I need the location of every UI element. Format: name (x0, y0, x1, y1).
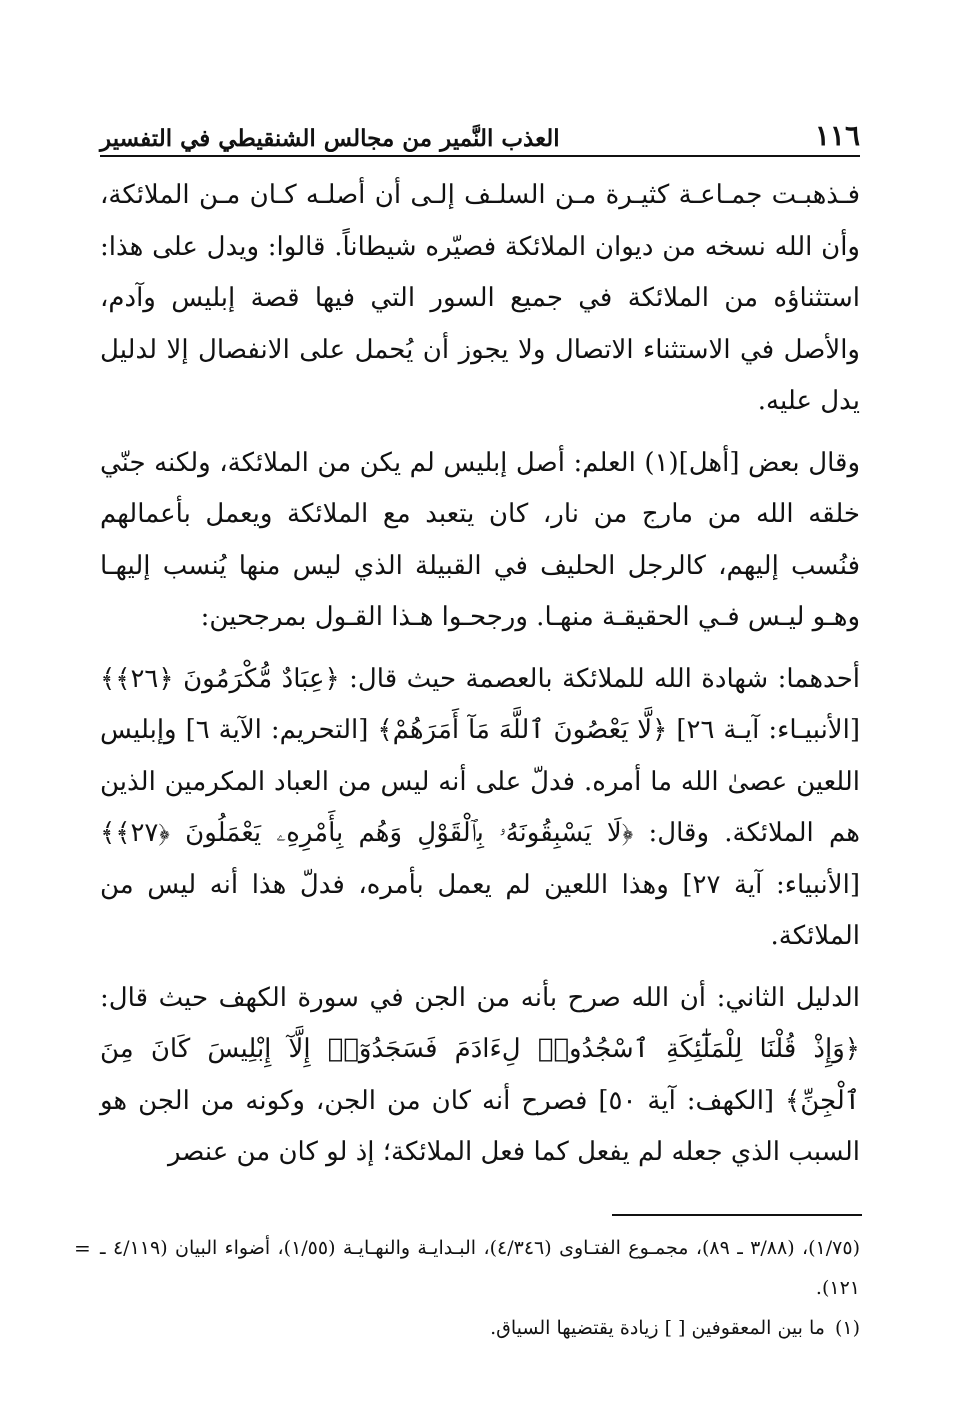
book-title: العذب النَّمير من مجالس الشنقيطي في التفسير (100, 125, 560, 152)
paragraph: أحدهما: شهادة الله للملائكة بالعصمة حيث قال: ﴿عِبَادٌ مُّكْرَمُونَ ﴿٢٦﴾﴾ [الأنبيـاء: آيـة ٢٦] ﴿لَّا يَعْصُونَ ٱللَّهَ مَآ أَمَرَهُمْ﴾ [التحريم: الآية ٦] وإبليس اللعين عصىٰ الله ما أمره. فدلّ على أنه ليس من العباد المكرمين الذين هم الملائكة. وقال: ﴿لَا يَسْبِقُونَهُۥ بِٱلْقَوْلِ وَهُم بِأَمْرِهِۦ يَعْمَلُونَ ﴿٢٧﴾﴾ [الأنبياء: آية ٢٧] وهذا اللعين لم يعمل بأمره، فدلّ هذا أنه ليس من الملائكة. (100, 663, 860, 951)
footnotes (74, 1228, 860, 1348)
footnote (100, 1308, 860, 1348)
main-text (100, 170, 860, 1189)
running-header (100, 112, 860, 152)
page-number: ١١٦ (814, 119, 860, 152)
footnote-text: ما بين المعقوفين [ ] زيادة يقتضيها السياق. (490, 1317, 825, 1339)
footnote-continuation-text: (١/٧٥)، (٣/٨٨ ـ ٨٩)، مجمـوع الفتـاوى (٤/٣٤٦)، البـدايـة والنهـايـة (١/٥٥)، أضواء البيان (٤/١١٩ ـ ١٢١). (100, 1237, 860, 1299)
footnote-continuation (74, 1228, 860, 1308)
footnote-number: (١) (834, 1317, 860, 1339)
footnote-separator (612, 1214, 862, 1216)
header-rule (100, 155, 860, 157)
continuation-marker: = (74, 1236, 91, 1260)
paragraph: فـذهبـت جمـاعـة كثيـرة مـن السلـف إلـى أن أصلـه كـان مـن الملائكة، وأن الله نسخه من ديوان الملائكة فصيّره شيطاناً. قالوا: ويدل على هذا: استثناؤه من الملائكة في جميع السور التي فيها قصة إبليس وآدم، والأصل في الاستثناء الاتصال ولا يجوز أن يُحمل على الانفصال إلا لدليل يدل عليه. (100, 180, 860, 416)
paragraph: الدليل الثاني: أن الله صرح بأنه من الجن في سورة الكهف حيث قال: ﴿وَإِذْ قُلْنَا لِلْمَلَٰٓئِكَةِ ٱسْجُدُوا۟ لِءَادَمَ فَسَجَدُوٓا۟ إِلَّآ إِبْلِيسَ كَانَ مِنَ ٱلْجِنِّ﴾ [الكهف: آية ٥٠] فصرح أنه كان من الجن، وكونه من الجن هو السبب الذي جعله لم يفعل كما فعل الملائكة؛ إذ لو كان من عنصر (100, 982, 860, 1167)
paragraph: وقال بعض [أهل](١) العلم: أصل إبليس لم يكن من الملائكة، ولكنه جنّي خلقه الله من مارج من نار، كان يتعبد مع الملائكة ويعمل بأعمالهم فنُسب إليهم، كالرجل الحليف في القبيلة الذي ليس منها يُنسب إليهـا وهـو ليـس فـي الحقيقـة منهـا. ورجحـوا هـذا القـول بمرجحين: (100, 447, 860, 632)
